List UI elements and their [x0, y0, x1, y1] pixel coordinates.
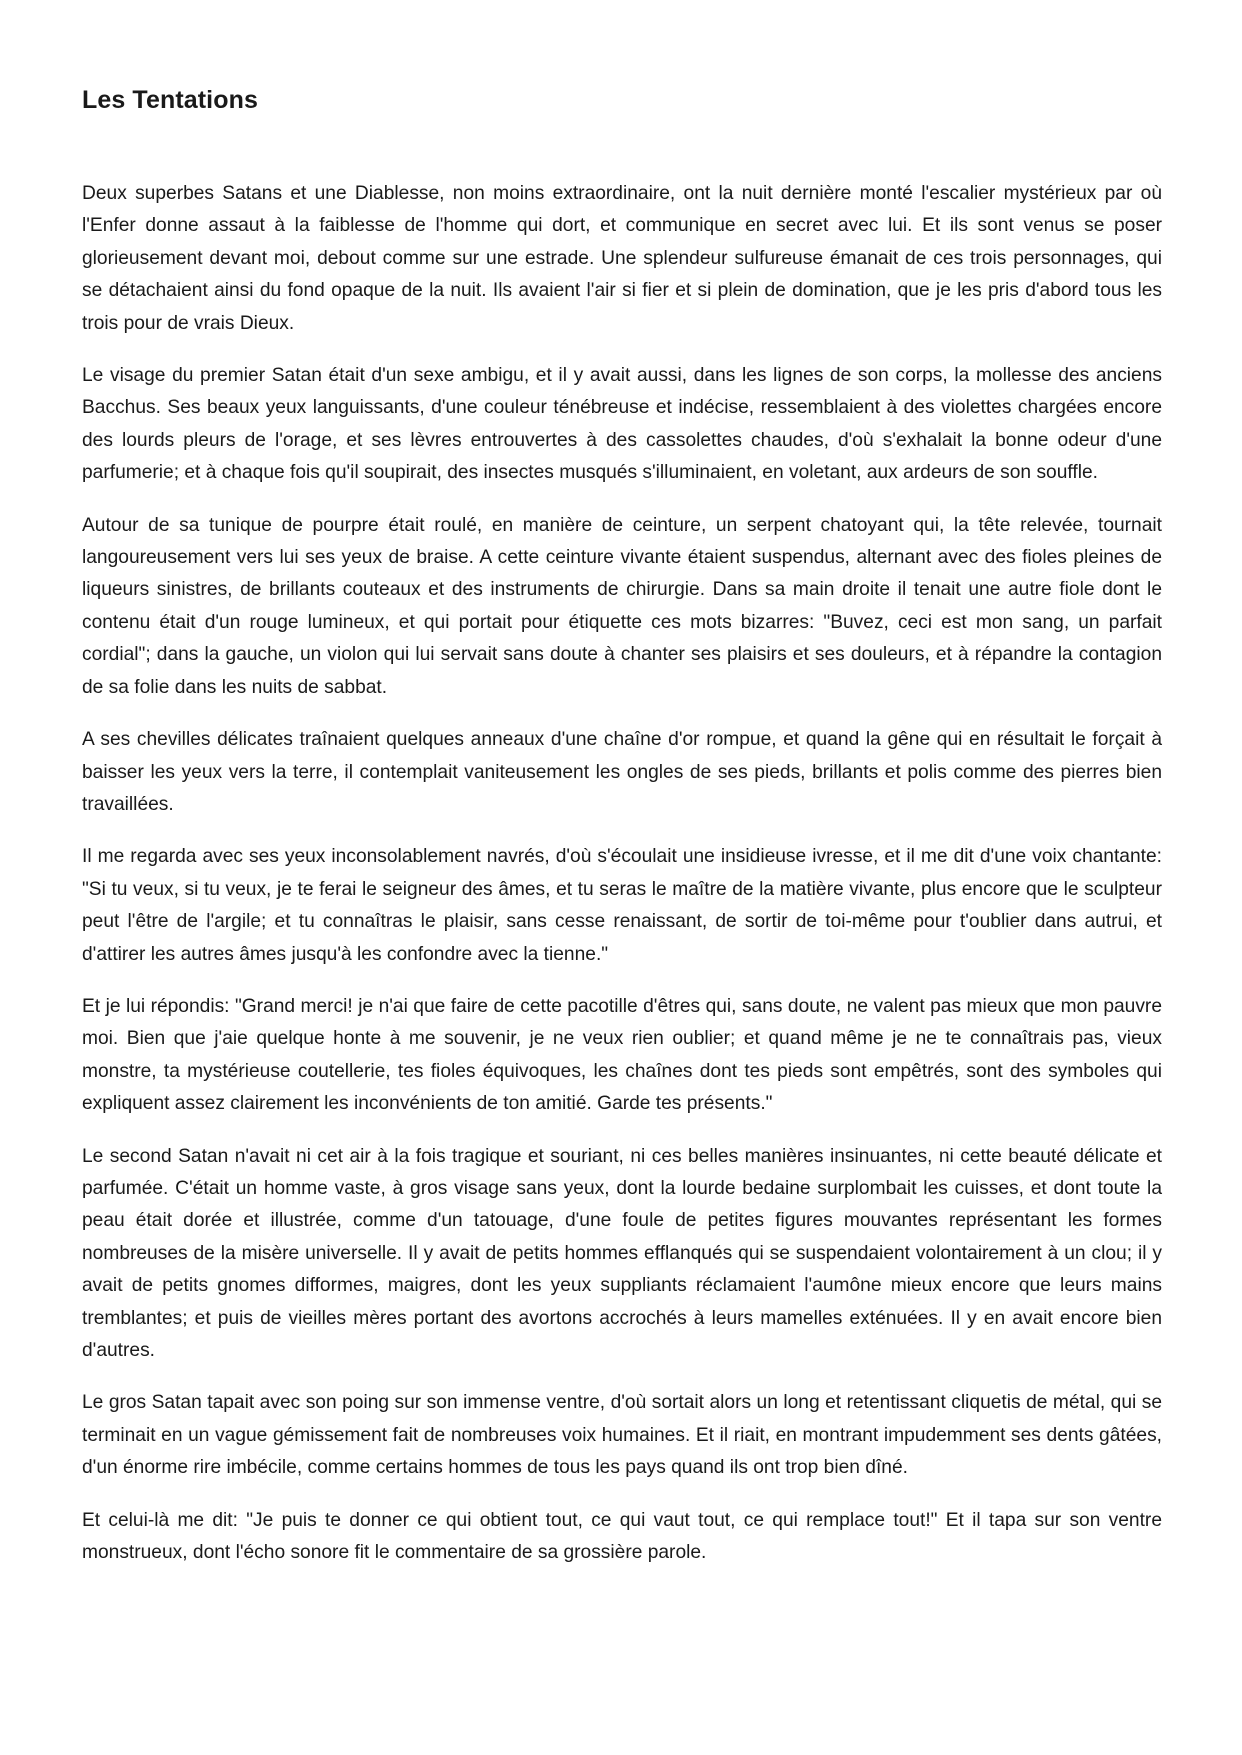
paragraph: Et celui-là me dit: "Je puis te donner ce qui obtient tout, ce qui vaut tout, ce qui remplace tout!" Et il tapa sur son ventre monstrueux, dont l'écho sonore fit le commentaire de sa grossière parole. — [82, 1509, 1162, 1564]
document-page — [82, 0, 1162, 1589]
paragraph: Le gros Satan tapait avec son poing sur son immense ventre, d'où sortait alors un long et retentissant cliquetis de métal, qui se terminait en un vague gémissement fait de nombreuses voix humaines. Et il riait, en montrant impudemment ses dents gâtées, d'un énorme rire imbécile, comme certains hommes de tous les pays quand ils ont trop bien dîné. — [82, 1392, 1162, 1479]
paragraph: Il me regarda avec ses yeux inconsolablement navrés, d'où s'écoulait une insidieuse ivresse, et il me dit d'une voix chantante: "Si tu veux, si tu veux, je te ferai le seigneur des âmes, et tu seras le maître de la matière vivante, plus encore que le sculpteur peut l'être de l'argile; et tu connaîtras le plaisir, sans cesse renaissant, de sortir de toi-même pour t'oublier dans autrui, et d'attirer les autres âmes jusqu'à les confondre avec la tienne." — [82, 846, 1162, 965]
paragraph: Deux superbes Satans et une Diablesse, non moins extraordinaire, ont la nuit dernière monté l'escalier mystérieux par où l'Enfer donne assaut à la faiblesse de l'homme qui dort, et communique en secret avec lui. Et ils sont venus se poser glorieusement devant moi, debout comme sur une estrade. Une splendeur sulfureuse émanait de ces trois personnages, qui se détachaient ainsi du fond opaque de la nuit. Ils avaient l'air si fier et si plein de domination, que je les pris d'abord tous les trois pour de vrais Dieux. — [82, 183, 1162, 334]
paragraph: Et je lui répondis: "Grand merci! je n'ai que faire de cette pacotille d'êtres qui, sans doute, ne valent pas mieux que mon pauvre moi. Bien que j'aie quelque honte à me souvenir, je ne veux rien oublier; et quand même je ne te connaîtrais pas, vieux monstre, ta mystérieuse coutellerie, tes fioles équivoques, les chaînes dont tes pieds sont empêtrés, sont des symboles qui expliquent assez clairement les inconvénients de ton amitié. Garde tes présents." — [82, 995, 1162, 1115]
paragraph: Le second Satan n'avait ni cet air à la fois tragique et souriant, ni ces belles manières insinuantes, ni cette beauté délicate et parfumée. C'était un homme vaste, à gros visage sans yeux, dont la lourde bedaine surplombait les cuisses, et dont toute la peau était dorée et illustrée, comme d'un tatouage, d'une foule de petites figures mouvantes représentant les formes nombreuses de la misère universelle. Il y avait de petits hommes efflanqués qui se suspendaient volontairement à un clou; il y avait de petits gnomes difformes, maigres, dont les yeux suppliants réclamaient l'aumône mieux encore que leurs mains tremblantes; et puis de vieilles mères portant des avortons accrochés à leurs mamelles exténuées. Il y en avait encore bien d'autres. — [82, 1145, 1162, 1361]
page-title: Les Tentations — [82, 86, 258, 114]
paragraph: A ses chevilles délicates traînaient quelques anneaux d'une chaîne d'or rompue, et quand la gêne qui en résultait le forçait à baisser les yeux vers la terre, il contemplait vaniteusement les ongles de ses pieds, brillants et polis comme des pierres bien travaillées. — [82, 729, 1162, 815]
paragraph: Autour de sa tunique de pourpre était roulé, en manière de ceinture, un serpent chatoyant qui, la tête relevée, tournait langoureusement vers lui ses yeux de braise. A cette ceinture vivante étaient suspendus, alternant avec des fioles pleines de liqueurs sinistres, de brillants couteaux et des instruments de chirurgie. Dans sa main droite il tenait une autre fiole dont le contenu était d'un rouge lumineux, et qui portait pour étiquette ces mots bizarres: "Buvez, ceci est mon sang, un parfait cordial"; dans la gauche, un violon qui lui servait sans doute à chanter ses plaisirs et ses douleurs, et à répandre la contagion de sa folie dans les nuits de sabbat. — [82, 514, 1162, 698]
document-body — [82, 178, 1162, 1569]
paragraph: Le visage du premier Satan était d'un sexe ambigu, et il y avait aussi, dans les lignes de son corps, la mollesse des anciens Bacchus. Ses beaux yeux languissants, d'une couleur ténébreuse et indécise, ressemblaient à des violettes chargées encore des lourds pleurs de l'orage, et ses lèvres entrouvertes à des cassolettes chaudes, d'où s'exhalait la bonne odeur d'une parfumerie; et à chaque fois qu'il soupirait, des insectes musqués s'illuminaient, en voletant, aux ardeurs de son souffle. — [82, 365, 1162, 484]
